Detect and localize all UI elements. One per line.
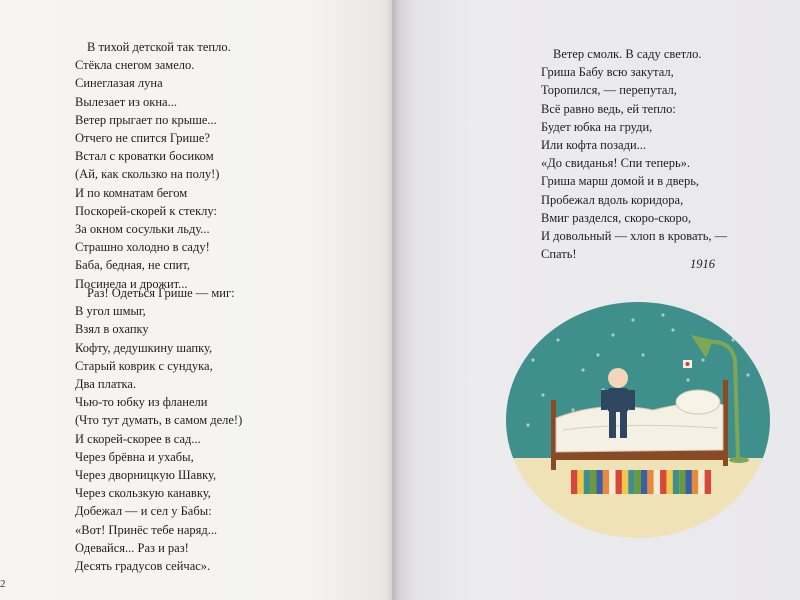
poem-line: Спать! <box>541 247 577 262</box>
poem-line: Всё равно ведь, ей тепло: <box>541 101 676 116</box>
poem-line: Кофту, дедушкину шапку, <box>75 340 213 355</box>
poem-stanza-2 <box>75 284 242 575</box>
poem-line: Старый коврик с сундука, <box>75 358 213 373</box>
rug-stripe <box>686 470 692 494</box>
poem-line: Будет юбка на груди, <box>541 119 653 134</box>
rug-stripe <box>584 470 590 494</box>
rug-stripe <box>596 470 602 494</box>
poem-line: Или кофта позади... <box>541 138 647 153</box>
poem-line: Посинела и дрожит... <box>75 276 188 291</box>
poem-line: Гриша марш домой и в дверь, <box>541 174 700 189</box>
rug-stripe <box>647 470 653 494</box>
rug-stripe <box>622 470 628 494</box>
poem-line: Через брёвна и ухабы, <box>75 449 194 464</box>
poem-line: Добежал — и сел у Бабы: <box>75 504 212 519</box>
poem-line: «До свиданья! Спи теперь». <box>541 156 691 171</box>
poem-line: Торопился, — перепутал, <box>541 83 677 98</box>
poem-line: Вылезает из окна... <box>75 94 177 109</box>
rug-stripe <box>660 470 666 494</box>
poem-line: Вмиг разделся, скоро-скоро, <box>541 210 692 225</box>
poem-line: Поскорей-скорей к стеклу: <box>75 203 217 218</box>
poem-line: Взял в охапку <box>75 322 149 337</box>
poem-line: И скорей-скорее в сад... <box>75 431 201 446</box>
rug-stripe <box>609 470 615 494</box>
poem-line: (Что тут думать, в самом деле!) <box>75 413 243 428</box>
page-number: 2 <box>0 578 6 590</box>
rug-stripe <box>603 470 609 494</box>
rug-stripe <box>705 470 711 494</box>
poem-line: За окном сосульки льду... <box>75 222 210 237</box>
rug-stripe <box>692 470 698 494</box>
rug-stripe <box>666 470 672 494</box>
poem-line: (Ай, как скользко на полу!) <box>75 167 220 182</box>
rug-stripe <box>698 470 704 494</box>
poem-line: Отчего не спится Грише? <box>75 131 210 146</box>
poem-line: Через дворницкую Шавку, <box>75 468 217 483</box>
striped-rug <box>571 470 711 494</box>
book-gutter <box>386 0 400 600</box>
poem-line: Через скользкую канавку, <box>75 486 211 501</box>
rug-stripe <box>628 470 634 494</box>
poem-line: В тихой детской так тепло. <box>87 40 231 54</box>
poem-line: И довольный — хлоп в кровать, — <box>541 229 728 244</box>
rug-stripe <box>654 470 660 494</box>
rug-stripe <box>673 470 679 494</box>
poem-line: Баба, бедная, не спит, <box>75 258 190 273</box>
poem-stanza-1 <box>75 38 231 293</box>
bedroom-illustration <box>503 300 773 540</box>
poem-line: Два платка. <box>75 377 137 392</box>
poem-stanza-3 <box>541 45 727 263</box>
poem-line: Гриша Бабу всю закутал, <box>541 65 674 80</box>
poem-line: Ветер прыгает по крыше... <box>75 112 217 127</box>
rug-stripe <box>577 470 583 494</box>
poem-line: Пробежал вдоль коридора, <box>541 192 684 207</box>
poem-line: Страшно холодно в саду! <box>75 240 210 255</box>
rug-stripe <box>590 470 596 494</box>
poem-line: «Вот! Принёс тебе наряд... <box>75 522 218 537</box>
poem-line: Десять градусов сейчас». <box>75 559 211 574</box>
poem-line: Раз! Одеться Грише — миг: <box>87 286 235 300</box>
poem-line: Синеглазая луна <box>75 76 163 91</box>
poem-line: Стёкла снегом замело. <box>75 58 195 73</box>
poem-line: В угол шмыг, <box>75 304 146 319</box>
rug-stripe <box>641 470 647 494</box>
poem-line: И по комнатам бегом <box>75 185 188 200</box>
poem-line: Встал с кроватки босиком <box>75 149 214 164</box>
rug-stripe <box>635 470 641 494</box>
poem-line: Одевайся... Раз и раз! <box>75 540 189 555</box>
rug-stripe <box>571 470 577 494</box>
poem-line: Чью-то юбку из фланели <box>75 395 208 410</box>
rug-stripe <box>616 470 622 494</box>
rug-stripe <box>679 470 685 494</box>
poem-line: Ветер смолк. В саду светло. <box>553 47 702 61</box>
poem-year: 1916 <box>690 257 715 271</box>
